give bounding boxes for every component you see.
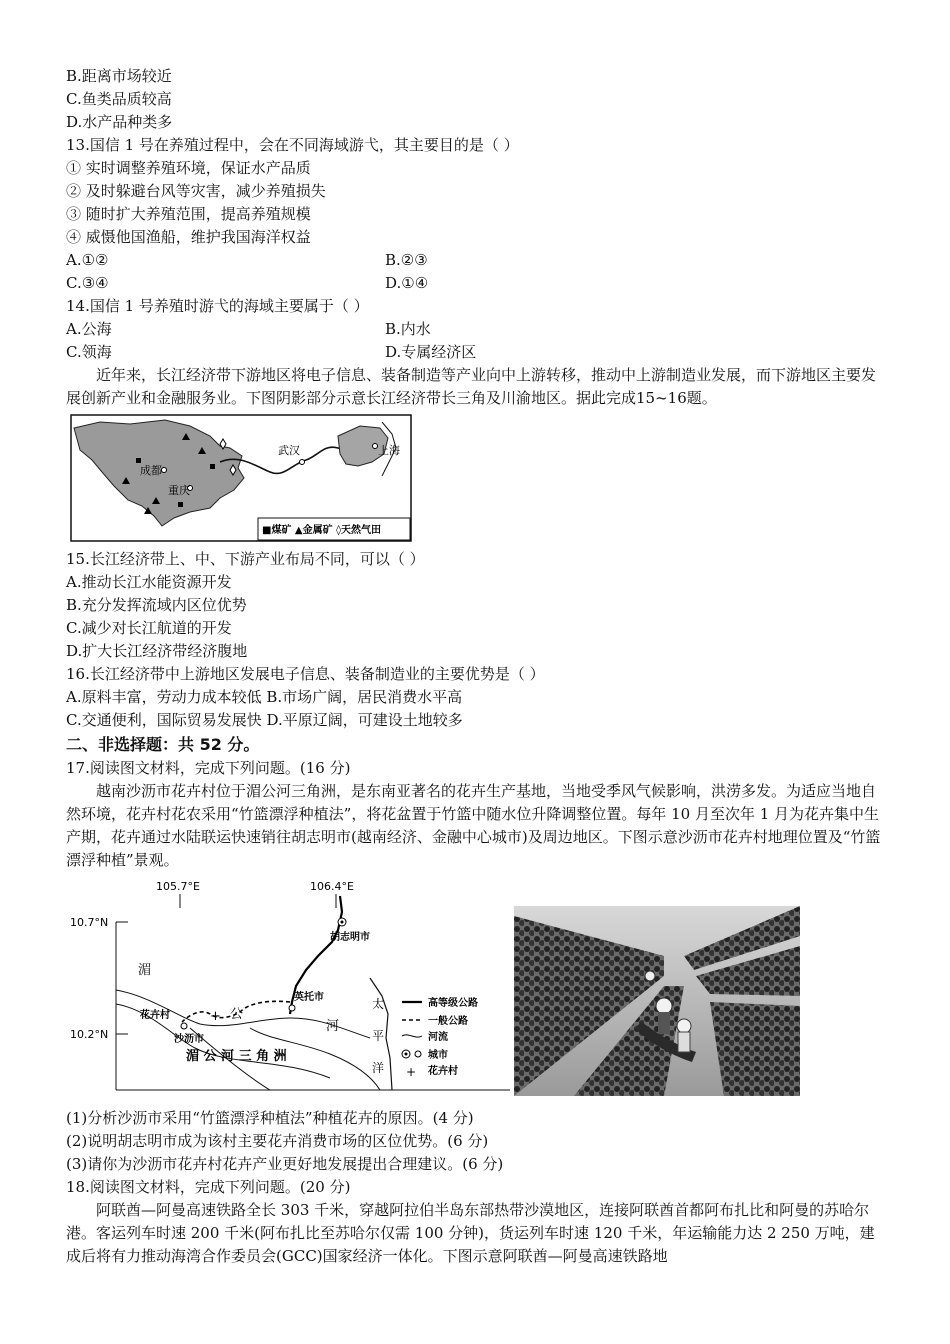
map2-yang-label: 洋	[372, 1061, 385, 1075]
q17-material: 越南沙沥市花卉村位于湄公河三角洲，是东南亚著名的花卉生产基地，当地受季风气候影响，洪涝多发。为适应当地自然环境，花卉村花农采用“竹篮漂浮种植法”，将花盆置于竹篮中随水位升降调整位置。每年 10 月至次年 1 月为花卉集中生产期，花卉通过水陆联运快速销往胡志明市(越南经济、金融中心城市)及周边地区。下图示意沙沥市花卉村地理位置及“竹篮漂浮种植”景观。	[66, 782, 881, 869]
q13-option-c: C.③④	[66, 274, 109, 292]
q16-stem: 16.长江经济带中上游地区发展电子信息、装备制造业的主要优势是（ ）	[66, 665, 545, 683]
flower-village-marker: +	[210, 1009, 221, 1024]
map2-ping-label: 平	[372, 1029, 385, 1043]
q12-option-d: D.水产品种类多	[66, 113, 173, 131]
map2-hcm-label: 胡志明市	[330, 932, 370, 943]
map2-lon-1: 105.7°E	[156, 880, 200, 893]
map1-shanghai-label: 上海	[378, 444, 400, 457]
map2-lat-1: 10.7°N	[70, 916, 109, 929]
map2-mei-label: 湄	[138, 963, 152, 978]
map2-delta-label: 湄 公 河 三 角 洲	[186, 1049, 287, 1064]
map1-chongqing-label: 重庆	[168, 484, 190, 497]
map2-yingtuo-label: 英托市	[294, 992, 324, 1003]
map2-gong-label: 公	[230, 1007, 244, 1022]
q15-option-b: B.充分发挥流域内区位优势	[66, 596, 247, 614]
map2-legend-road: 一般公路	[428, 1016, 468, 1027]
q15-option-d: D.扩大长江经济带经济腹地	[66, 642, 248, 660]
q13-option-a: A.①②	[66, 251, 109, 269]
svg-text:+: +	[406, 1065, 417, 1079]
q17-stem: 17.阅读图文材料，完成下列问题。(16 分)	[66, 759, 351, 777]
map2-legend-city: 城市	[428, 1050, 448, 1061]
q15-stem: 15.长江经济带上、中、下游产业布局不同，可以（ ）	[66, 550, 425, 568]
map2-he-label: 河	[326, 1019, 340, 1034]
q13-option-d: D.①④	[385, 274, 429, 292]
mekong-map-figure	[70, 878, 510, 1102]
map1-legend: ■煤矿 ▲金属矿 ◊天然气田	[262, 525, 382, 536]
q14-option-c: C.领海	[66, 343, 112, 361]
floating-cultivation-photo	[514, 906, 800, 1100]
q16-options-ab: A.原料丰富，劳动力成本较低 B.市场广阔，居民消费水平高	[66, 688, 463, 706]
q14-option-d: D.专属经济区	[385, 343, 477, 361]
map2-shali-label: 沙沥市	[174, 1034, 204, 1045]
q17-part-1: (1)分析沙沥市采用“竹篮漂浮种植法”种植花卉的原因。(4 分)	[66, 1109, 474, 1127]
q18-material: 阿联酋—阿曼高速铁路全长 303 千米，穿越阿拉伯半岛东部热带沙漠地区，连接阿联酋首都阿布扎比和阿曼的苏哈尔港。客运列车时速 200 千米(阿布扎比至苏哈尔仅需 100 分钟)，货运列车时速 120 千米，年运输能力达 2 250 万吨，建成后将有力推动海湾合作委员会(GCC)国家经济一体化。下图示意阿联酋—阿曼高速铁路地	[66, 1201, 875, 1265]
q13-statement-2: ② 及时躲避台风等灾害，减少养殖损失	[66, 182, 326, 200]
q13-option-b: B.②③	[385, 251, 428, 269]
yangtze-map	[70, 414, 412, 542]
q15-option-a: A.推动长江水能资源开发	[66, 573, 232, 591]
map2-lon-2: 106.4°E	[310, 880, 354, 893]
yangtze-map-figure	[70, 414, 412, 546]
map2-legend-highway: 高等级公路	[428, 998, 478, 1009]
q14-option-b: B.内水	[385, 320, 431, 338]
map2-flower-village-label: 花卉村	[140, 1010, 170, 1021]
section-2-heading: 二、非选择题：共 52 分。	[66, 735, 260, 754]
q13-statement-4: ④ 威慑他国渔船，维护我国海洋权益	[66, 228, 311, 246]
q17-part-3: (3)请你为沙沥市花卉村花卉产业更好地发展提出合理建议。(6 分)	[66, 1155, 504, 1173]
q12-option-b: B.距离市场较近	[66, 67, 172, 85]
map1-wuhan-label: 武汉	[278, 444, 300, 457]
map2-tai-label: 太	[372, 997, 385, 1011]
q15-option-c: C.减少对长江航道的开发	[66, 619, 232, 637]
q13-statement-3: ③ 随时扩大养殖范围，提高养殖规模	[66, 205, 311, 223]
q14-stem: 14.国信 1 号养殖时游弋的海域主要属于（ ）	[66, 297, 369, 315]
q17-part-2: (2)说明胡志明市成为该村主要花卉消费市场的区位优势。(6 分)	[66, 1132, 489, 1150]
q16-options-cd: C.交通便利，国际贸易发展快 D.平原辽阔，可建设土地较多	[66, 711, 463, 729]
q14-option-a: A.公海	[66, 320, 112, 338]
q15-16-intro: 近年来，长江经济带下游地区将电子信息、装备制造等产业向中上游转移，推动中上游制造业发展，而下游地区主要发展创新产业和金融服务业。下图阴影部分示意长江经济带长三角及川渝地区。据此完成15~16题。	[66, 366, 877, 407]
mekong-map	[70, 878, 510, 1098]
q13-stem: 13.国信 1 号在养殖过程中，会在不同海域游弋，其主要目的是（ ）	[66, 136, 519, 154]
map1-chengdu-label: 成都	[140, 464, 162, 477]
map2-legend-flower-village: 花卉村	[428, 1066, 458, 1077]
q18-stem: 18.阅读图文材料，完成下列问题。(20 分)	[66, 1178, 351, 1196]
q12-option-c: C.鱼类品质较高	[66, 90, 172, 108]
q13-statement-1: ① 实时调整养殖环境，保证水产品质	[66, 159, 311, 177]
map2-legend-river: 河流	[428, 1032, 448, 1043]
map2-lat-2: 10.2°N	[70, 1028, 109, 1041]
